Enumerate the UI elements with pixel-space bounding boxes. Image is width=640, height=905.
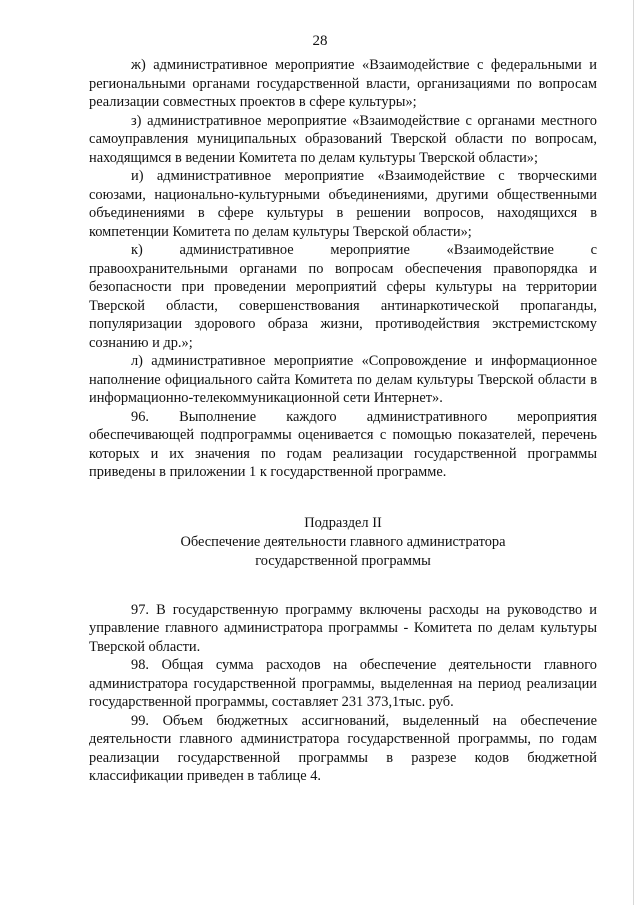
paragraph-97: 97. В государственную программу включены расходы на руководство и управление главного администратора программы - Комитета по делам культуры Тверской области. bbox=[89, 601, 597, 655]
paragraph-96: 96. Выполнение каждого административного мероприятия обеспечивающей подпрограммы оценивается с помощью показателей, перечень которых и их значения по годам реализации государственной программы приведены в приложении 1 к государственной программе. bbox=[89, 408, 597, 480]
paragraph-i: и) административное мероприятие «Взаимодействие с творческими союзами, национально-культурными объединениями, другими общественными объединениями в сфере культуры в решении вопросов, находящихся в компетенции Комитета по делам культуры Тверской области»; bbox=[89, 168, 597, 240]
subsection-label: Подраздел II bbox=[304, 514, 382, 531]
page-body bbox=[89, 56, 597, 786]
paragraph-k: к) административное мероприятие «Взаимодействие с правоохранительными органами по вопросам обеспечения правопорядка и безопасности при проведении мероприятий сферы культуры на территории Тверской области, совершенствования антинаркотической пропаганды, популяризации здорового образа жизни, противодействия экстремистскому сознанию и др.»; bbox=[89, 242, 597, 351]
paragraph-z: з) административное мероприятие «Взаимодействие с органами местного самоуправления муниципальных образований Тверской области по вопросам, находящимся в ведении Комитета по делам культуры Тверской области»; bbox=[89, 112, 597, 166]
subsection-title-line1: Обеспечение деятельности главного администратора bbox=[180, 533, 506, 550]
subsection-heading bbox=[89, 514, 597, 571]
paragraph-zh: ж) административное мероприятие «Взаимодействие с федеральными и региональными органами государственной власти, организациями по вопросам реализации совместных проектов в сфере культуры»; bbox=[89, 57, 597, 110]
scan-edge-line bbox=[633, 0, 634, 905]
subsection-title-line2: государственной программы bbox=[255, 552, 431, 569]
page-number: 28 bbox=[312, 33, 328, 49]
paragraph-99: 99. Объем бюджетных ассигнований, выделенный на обеспечение деятельности главного администратора государственной программы, по годам реализации государственной программы в разрезе кодов бюджетной классификации приведен в таблице 4. bbox=[89, 712, 597, 784]
paragraph-l: л) административное мероприятие «Сопровождение и информационное наполнение официального сайта Комитета по делам культуры Тверской области в информационно-телекоммуникационной сети Интернет». bbox=[89, 353, 597, 406]
paragraph-98: 98. Общая сумма расходов на обеспечение деятельности главного администратора государственной программы, выделенная на период реализации государственной программы, составляет 231 373,1тыс. руб. bbox=[89, 657, 597, 710]
